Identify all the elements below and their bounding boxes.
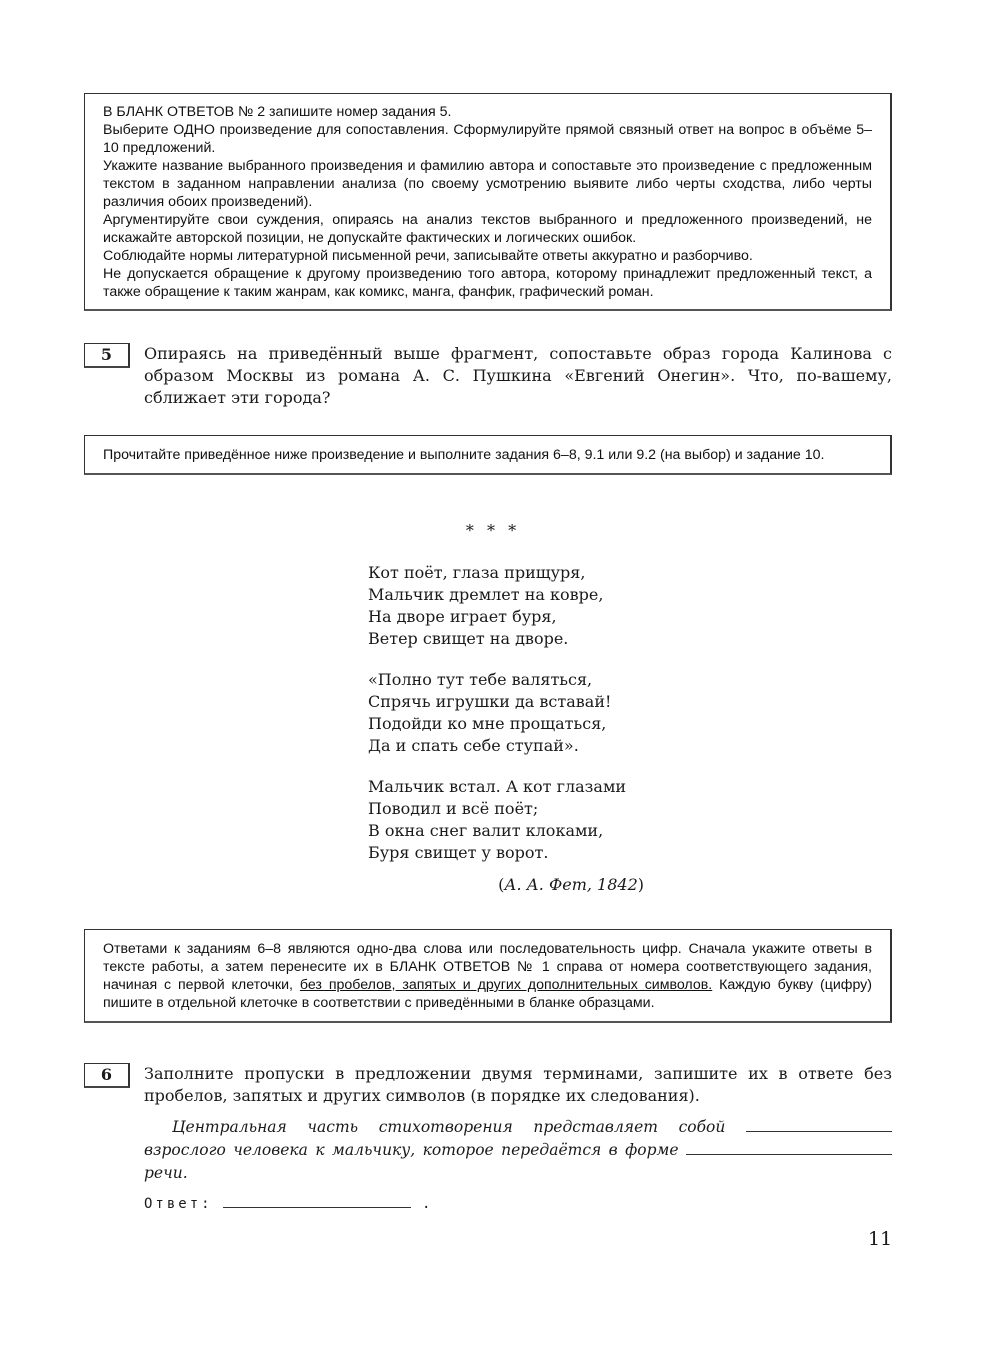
paren-open: ( [498, 875, 505, 894]
task-6-fill-sentence [144, 1116, 892, 1185]
poem-title-asterisks: * * * [465, 521, 521, 540]
instruction-box-read-poem [84, 435, 892, 475]
paren-close: ) [637, 875, 644, 894]
poem-line: Поводил и всё поёт; [368, 799, 539, 818]
poem-line: Мальчик дремлет на ковре, [368, 585, 604, 604]
instruction-text [103, 940, 872, 1012]
blank-2-input[interactable] [686, 1140, 892, 1155]
task-5-question: Опираясь на приведённый выше фрагмент, сопоставьте образ города Калинова с образом Москвы из романа А. С. Пушкина «Евгений Онегин». Что, по-вашему, сближает эти города? [144, 344, 892, 407]
instruction-line: В БЛАНК ОТВЕТОВ № 2 запишите номер задания 5. [103, 104, 452, 120]
poem-attribution [368, 874, 644, 896]
instruction-box-short-answers [84, 929, 892, 1023]
instruction-line: Соблюдайте нормы литературной письменной речи, записывайте ответы аккуратно и разборчиво. [103, 248, 753, 264]
task-6 [84, 1063, 892, 1107]
answer-label: Ответ: [144, 1196, 213, 1212]
answer-end-dot: . [422, 1196, 434, 1212]
task-6-question: Заполните пропуски в предложении двумя терминами, запишите их в ответе без пробелов, запятых и других символов (в порядке их следования). [144, 1064, 892, 1105]
instruction-text: Прочитайте приведённое ниже произведение и выполните задания 6–8, 9.1 или 9.2 (на выбор) и задание 10. [103, 447, 825, 463]
task-5 [84, 343, 892, 409]
poem-line: Мальчик встал. А кот глазами [368, 777, 627, 796]
poem-line: На дворе играет буря, [368, 607, 557, 626]
instruction-line: Аргументируйте свои суждения, опираясь на анализ текстов выбранного и предложенного произведений, не искажайте авторской позиции, не допускайте фактических и логических ошибок. [103, 212, 872, 246]
page-number: 11 [868, 1228, 893, 1250]
poem-stanza-3 [368, 776, 668, 864]
poem-stanza-1 [368, 562, 668, 650]
poem [368, 520, 668, 896]
poem-line: Да и спать себе ступай». [368, 736, 579, 755]
poem-line: В окна снег валит клоками, [368, 821, 604, 840]
answer-input[interactable] [223, 1193, 411, 1208]
sentence-part: взрослого человека к мальчику, которое передаётся в форме [144, 1141, 679, 1159]
instruction-text-part: Каждую букву (цифру) пишите в отдельной клеточке в соответствии с приведёнными в бланке образцами. [103, 977, 872, 1011]
instruction-line: Не допускается обращение к другому произведению того автора, которому принадлежит предложенный текст, а также обращение к таким жанрам, как комикс, манга, фанфик, графический роман. [103, 266, 872, 300]
task-number-badge: 5 [84, 343, 130, 368]
sentence-part: речи. [144, 1164, 188, 1182]
poem-stanza-2 [368, 669, 668, 757]
instruction-line: Укажите название выбранного произведения и фамилию автора и сопоставьте это произведение с предложенным текстом в заданном направлении анализа (по своему усмотрению выявите либо черты сходства, либо черты различия обоих произведений). [103, 158, 872, 210]
answer-row [144, 1193, 433, 1212]
poem-line: Спрячь игрушки да вставай! [368, 692, 612, 711]
task-number-badge: 6 [84, 1063, 130, 1088]
poem-line: «Полно тут тебе валяться, [368, 670, 593, 689]
sentence-part: Центральная часть стихотворения представляет собой [172, 1118, 726, 1136]
poem-line: Буря свищет у ворот. [368, 843, 549, 862]
poem-line: Ветер свищет на дворе. [368, 629, 569, 648]
instruction-underlined: без пробелов, запятых и других дополнительных символов. [299, 977, 713, 993]
poem-line: Кот поёт, глаза прищуря, [368, 563, 586, 582]
poem-author-year: А. А. Фет, 1842 [504, 875, 638, 894]
instruction-line: Выберите ОДНО произведение для сопоставления. Сформулируйте прямой связный ответ на вопрос в объёме 5–10 предложений. [103, 122, 872, 156]
poem-line: Подойди ко мне прощаться, [368, 714, 607, 733]
blank-1-input[interactable] [746, 1117, 892, 1132]
instruction-box-essay [84, 93, 892, 311]
instruction-text-part: Ответами к заданиям 6–8 являются одно-два слова или последовательность цифр. Сначала укажите ответы в тексте работы, а затем перенесите их в БЛАНК ОТВЕТОВ № 1 справа от номера соответствующего задания, начиная с первой клеточки, [103, 941, 872, 993]
